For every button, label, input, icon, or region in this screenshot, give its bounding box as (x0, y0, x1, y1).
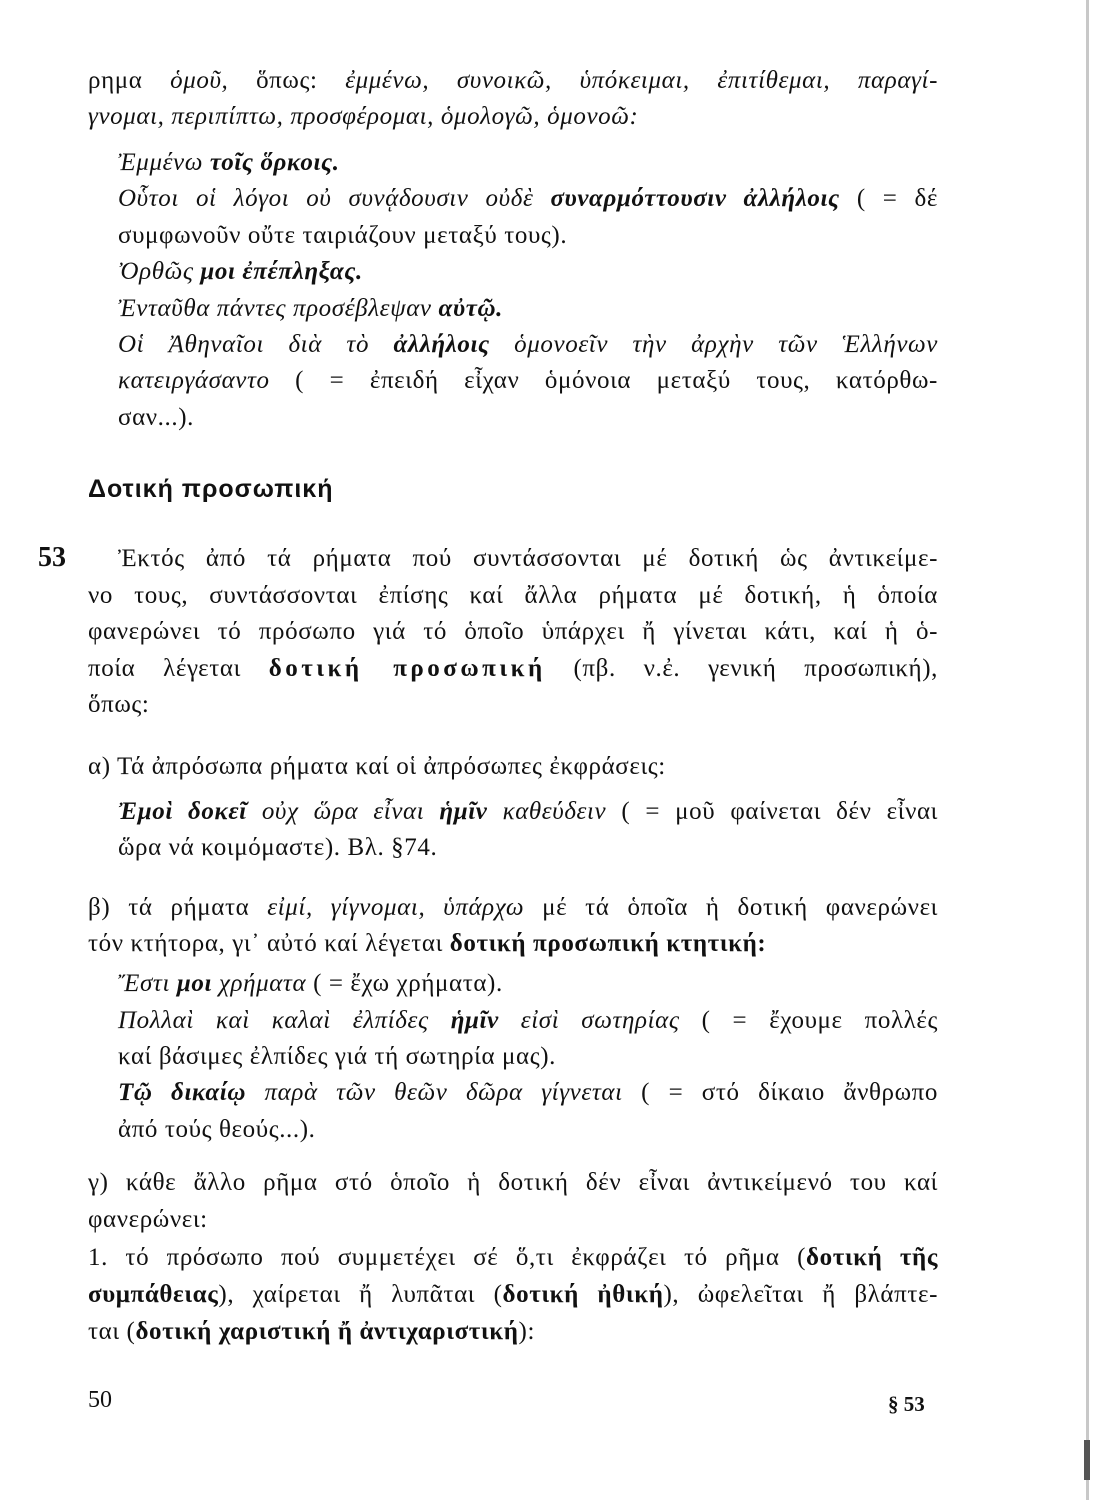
section-paragraph-line-1: Ἐκτός ἀπό τά ρήματα πού συντάσσονται μέ δοτική ὡς ἀντικείμε- (118, 545, 938, 572)
item-b-example-2: Πολλαὶ καὶ καλαὶ ἐλπίδες ἡμῖν εἰσὶ σωτηρίας ( = ἔχουμε πολλές (118, 1007, 939, 1034)
section-paragraph-line-2: νο τους, συντάσσονται ἐπίσης καί ἄλλα ρήματα μέ δοτική, ἡ ὁποία (88, 582, 938, 609)
item-b-line-2: τόν κτήτορα, γι᾿ αὐτό καί λέγεται δοτική προσωπική κτητική: (88, 930, 767, 957)
section-number: 53 (38, 542, 66, 573)
section-paragraph-line-5: ὅπως: (88, 691, 150, 718)
item-a-line-1: α) Τά ἀπρόσωπα ρήματα καί οἱ ἀπρόσωπες ἐκφράσεις: (88, 753, 666, 780)
example-athenaioi-cont-1: κατειργάσαντο ( = ἐπειδή εἶχαν ὁμόνοια μεταξύ τους, κατόρθω- (118, 367, 938, 394)
item-c-sub-1-line-1: 1. τό πρόσωπο πού συμμετέχει σέ ὅ,τι ἐκφράζει τό ρῆμα (δοτική τῆς (88, 1244, 938, 1271)
item-c-sub-1-line-3: ται (δοτική χαριστική ἤ ἀντιχαριστική): (88, 1318, 536, 1345)
item-b-example-1: Ἔστι μοι χρήματα ( = ἔχω χρήματα). (118, 970, 503, 997)
item-c-sub-1-line-2: συμπάθειας), χαίρεται ἤ λυπᾶται (δοτική ἠθική), ὠφελεῖται ἤ βλάπτε- (88, 1281, 938, 1308)
intro-line-2: γνομαι, περιπίπτω, προσφέρομαι, ὁμολογῶ, ὁμονοῶ: (88, 103, 639, 130)
example-entautha: Ἐνταῦθα πάντες προσέβλεψαν αὐτῷ. (118, 295, 503, 322)
item-b-example-2-cont: καί βάσιμες ἐλπίδες γιά τή σωτηρία μας). (118, 1043, 556, 1070)
page-number: 50 (88, 1387, 112, 1413)
page-edge (1086, 0, 1089, 1500)
item-a-example-cont: ὥρα νά κοιμόμαστε). Βλ. §74. (118, 834, 438, 861)
item-c-line-1: γ) κάθε ἄλλο ρῆμα στό ὁποῖο ἡ δοτική δέν εἶναι ἀντικείμενό του καί (88, 1169, 938, 1196)
example-emmeno: Ἐμμένω τοῖς ὅρκοις. (118, 149, 340, 176)
section-heading: Δοτική προσωπική (88, 475, 334, 503)
section-reference: § 53 (888, 1392, 925, 1416)
example-outoi-cont: συμφωνοῦν οὔτε ταιριάζουν μεταξύ τους). (118, 222, 568, 249)
section-paragraph-line-4: ποία λέγεται δοτική προσωπική (πβ. ν.ἐ. γενική προσωπική), (88, 655, 938, 682)
item-a-example: Ἐμοὶ δοκεῖ οὐχ ὥρα εἶναι ἡμῖν καθεύδειν ( = μοῦ φαίνεται δέν εἶναι (118, 798, 938, 825)
example-athenaioi-cont-2: σαν...). (118, 404, 195, 431)
intro-line-1: ρημα ὁμοῦ, ὅπως: ἐμμένω, συνοικῶ, ὑπόκειμαι, ἐπιτίθεμαι, παραγί- (88, 67, 938, 94)
item-c-line-2: φανερώνει: (88, 1206, 208, 1233)
page-edge-mark (1084, 1440, 1090, 1480)
item-b-example-3: Τῷ δικαίῳ παρὰ τῶν θεῶν δῶρα γίγνεται ( = στό δίκαιο ἄνθρωπο (118, 1079, 939, 1106)
item-b-line-1: β) τά ρήματα εἰμί, γίγνομαι, ὑπάρχω μέ τά ὁποῖα ἡ δοτική φανερώνει (88, 894, 938, 921)
example-orthos: Ὀρθῶς μοι ἐπέπληξας. (118, 258, 363, 285)
section-paragraph-line-3: φανερώνει τό πρόσωπο γιά τό ὁποῖο ὑπάρχει ἤ γίνεται κάτι, καί ἡ ὁ- (88, 618, 938, 645)
example-outoi: Οὗτοι οἱ λόγοι οὐ συνᾴδουσιν οὐδὲ συναρμόττουσιν ἀλλήλοις ( = δέ (118, 185, 938, 212)
example-athenaioi: Οἱ Ἀθηναῖοι διὰ τὸ ἀλλήλοις ὁμονοεῖν τὴν ἀρχὴν τῶν Ἑλλήνων (118, 331, 938, 358)
item-b-example-3-cont: ἀπό τούς θεούς...). (118, 1116, 316, 1143)
